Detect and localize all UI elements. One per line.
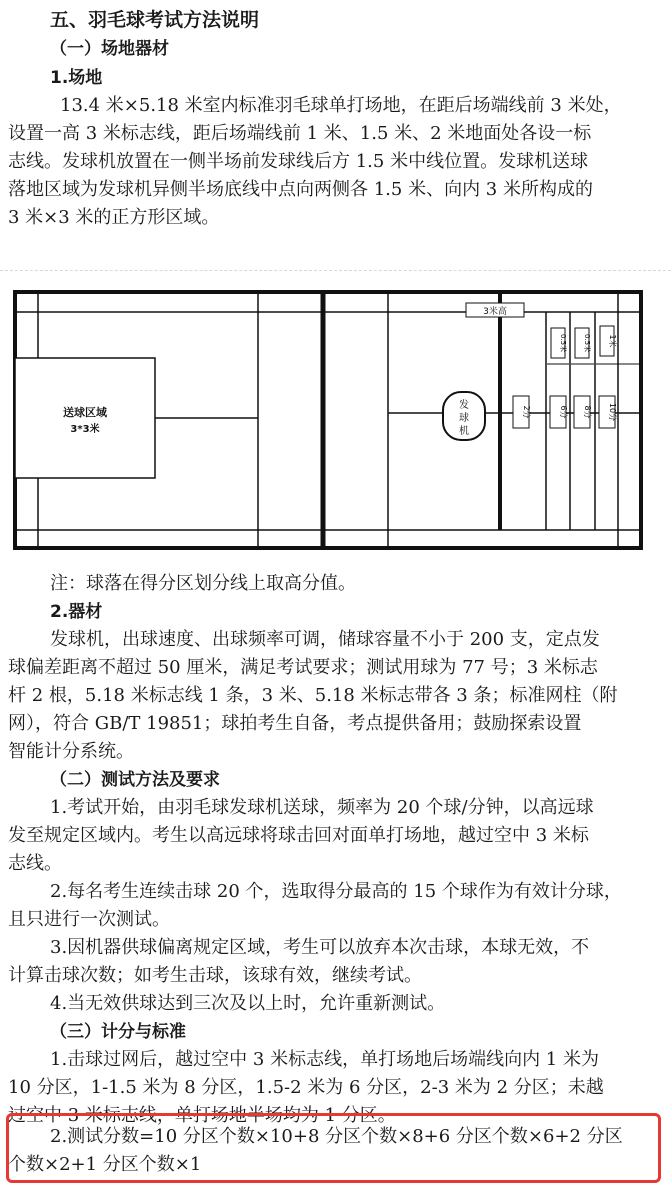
court-text-line: 3 米×3 米的正方形区域。 [8,207,220,228]
court-text-line: 落地区域为发球机异侧半场底线中点向两侧各 1.5 米、向内 3 米所构成的 [8,179,593,200]
court-diagram [0,268,671,568]
method-text-line: 1.考试开始，由羽毛球发球机送球，频率为 20 个球/分钟，以高远球 [50,797,594,818]
distance-label: 0.5米 [583,333,591,353]
method-text-line: 发至规定区域内。考生以高远球将球击回对面单打场地，越过空中 3 米标 [8,825,589,846]
item-title-court: 1.场地 [50,68,103,88]
subsection-title-method: （二）测试方法及要求 [50,770,220,790]
section-title: 五、羽毛球考试方法说明 [50,9,260,31]
machine-label: 机 [459,426,469,437]
score-zone-label: 2分 [522,405,531,419]
equipment-text-line: 网），符合 GB/T 19851；球拍考生自备，考点提供备用；鼓励探索设置 [8,713,582,734]
score-text-line: 1.击球过网后，越过空中 3 米标志线，单打场地后场端线向内 1 米为 [50,1049,599,1070]
machine-label: 球 [459,413,469,424]
court-text-line: 13.4 米×5.18 米室内标准羽毛球单打场地，在距后场端线前 3 米处， [60,95,622,116]
score-zone-label: 6分 [559,405,568,419]
serve-zone-size: 3*3米 [70,424,100,435]
figure-note: 注：球落在得分区划分线上取高分值。 [50,573,356,594]
method-text-line: 且只进行一次测试。 [8,909,170,930]
serve-zone-label: 送球区域 [63,406,107,419]
method-text-line: 2.每名考生连续击球 20 个，选取得分最高的 15 个球作为有效计分球， [50,881,622,902]
score-formula-line: 2.测试分数=10 分区个数×10+8 分区个数×8+6 分区个数×6+2 分区 [50,1126,623,1147]
equipment-text-line: 发球机，出球速度、出球频率可调，储球容量不小于 200 支，定点发 [50,629,600,650]
score-text-line: 过空中 3 米标志线，单打场地半场均为 1 分区。 [8,1105,396,1126]
equipment-text-line: 杆 2 根，5.18 米标志线 1 条，3 米、5.18 米标志带各 3 条；标准网柱（附 [8,685,618,706]
height-label: 3米高 [483,307,507,317]
score-zone-label: 8分 [583,405,592,419]
court-text-line: 设置一高 3 米标志线，距后场端线前 1 米、1.5 米、2 米地面处各设一标 [8,123,592,144]
equipment-text-line: 智能计分系统。 [8,741,134,762]
distance-label: 0.5米 [559,333,567,353]
method-text-line: 计算击球次数；如考生击球，该球有效，继续考试。 [8,965,422,986]
method-text-line: 志线。 [8,853,62,874]
score-formula-line: 个数×2+1 分区个数×1 [8,1154,202,1175]
machine-label: 发 [459,400,469,411]
method-text-line: 3.因机器供球偏离规定区域，考生可以放弃本次击球，本球无效，不 [50,937,590,958]
score-text-line: 10 分区，1-1.5 米为 8 分区，1.5-2 米为 6 分区，2-3 米为 2 分区；未越 [8,1077,604,1098]
method-text-line: 4.当无效供球达到三次及以上时，允许重新测试。 [50,993,446,1014]
subsection-title-scoring: （三）计分与标准 [50,1022,186,1042]
score-zone-label: 10分 [608,402,617,422]
item-title-equipment: 2.器材 [50,602,103,622]
subsection-title-venue: （一）场地器材 [50,39,169,59]
equipment-text-line: 球偏差距离不超过 50 厘米，满足考试要求；测试用球为 77 号；3 米标志 [8,657,598,678]
distance-label: 1米 [608,334,617,348]
court-text-line: 志线。发球机放置在一侧半场前发球线后方 1.5 米中线位置。发球机送球 [8,151,589,172]
